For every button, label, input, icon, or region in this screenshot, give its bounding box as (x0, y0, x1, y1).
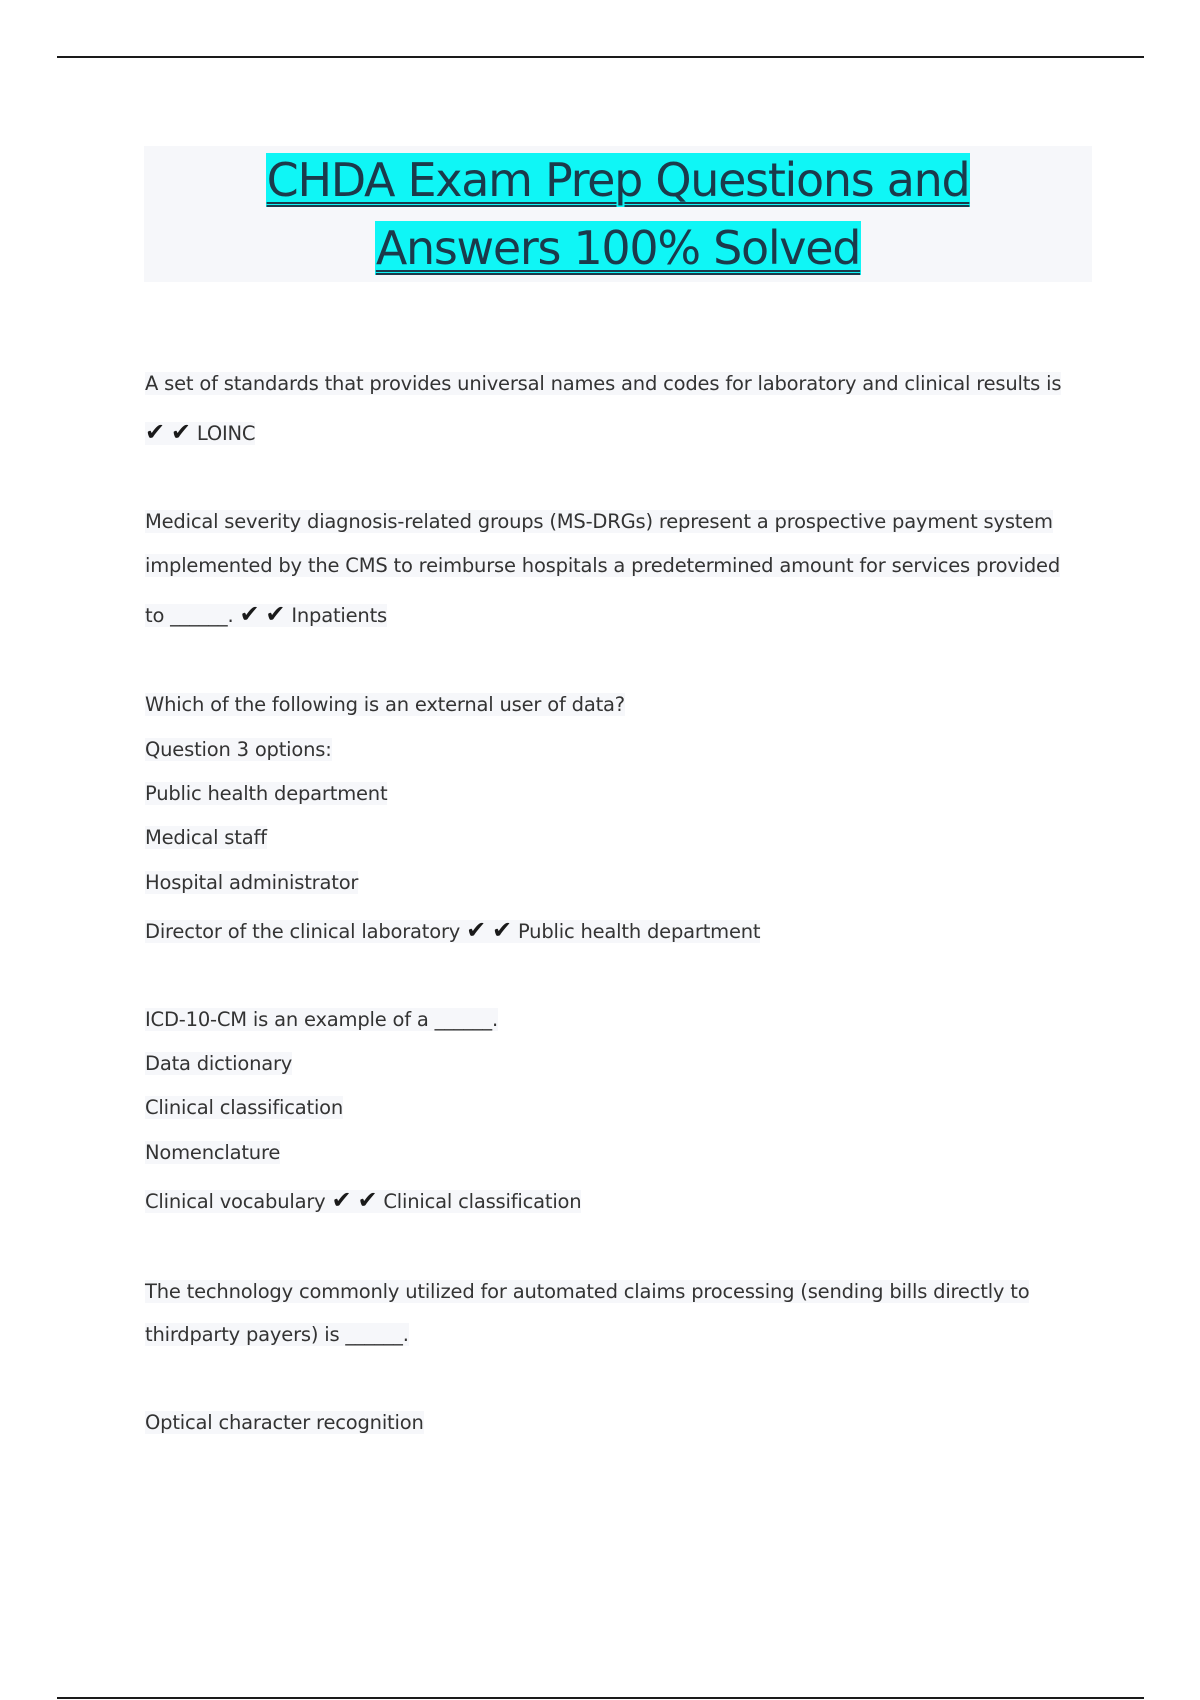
q3-answer-line: Director of the clinical laboratory ✔ ✔ Public health department (145, 916, 761, 944)
q3-option: Public health department (145, 782, 388, 805)
check-icon: ✔ (466, 916, 487, 944)
q4-option: Clinical classification (145, 1096, 344, 1119)
document-title-line-2: Answers 100% Solved (375, 221, 861, 275)
top-rule (57, 56, 1144, 58)
check-icon: ✔ (331, 1186, 352, 1214)
q4-question: ICD-10-CM is an example of a ______. (145, 1008, 498, 1031)
q4-answer: Clinical classification (383, 1190, 582, 1213)
q3-option: Hospital administrator (145, 871, 359, 894)
q3-answer: Public health department (517, 920, 761, 943)
check-icon: ✔ (239, 600, 260, 628)
q2-answer: Inpatients (291, 604, 387, 627)
check-icon: ✔ (492, 916, 512, 944)
q2-line-1: Medical severity diagnosis-related groups (MS-DRGs) represent a prospective payment system (145, 510, 1053, 533)
q5-line-2: thirdparty payers) is ______. (145, 1323, 409, 1346)
q2-line-2: implemented by the CMS to reimburse hospitals a predetermined amount for services provided (145, 554, 1061, 577)
q5-answer: Optical character recognition (145, 1411, 424, 1434)
document-title-line-1: CHDA Exam Prep Questions and (266, 153, 970, 207)
q4-option: Nomenclature (145, 1141, 281, 1164)
check-icon: ✔ (170, 418, 191, 446)
check-icon: ✔ (145, 418, 165, 446)
q1-answer: LOINC (196, 422, 256, 445)
q5-line-1: The technology commonly utilized for automated claims processing (sending bills directly to (145, 1280, 1030, 1303)
q3-option: Medical staff (145, 826, 267, 849)
check-icon: ✔ (357, 1186, 378, 1214)
q2-line-3: to ______. ✔ ✔ Inpatients (145, 600, 387, 628)
q1-question: A set of standards that provides universal names and codes for laboratory and clinical results is (145, 372, 1062, 395)
check-icon: ✔ (265, 600, 286, 628)
bottom-rule (57, 1697, 1144, 1699)
title-block (144, 146, 1092, 282)
q3-options-label: Question 3 options: (145, 738, 332, 761)
q1-answer-line (145, 418, 255, 446)
q4-answer-line: Clinical vocabulary ✔ ✔ Clinical classification (145, 1186, 582, 1214)
q3-question: Which of the following is an external user of data? (145, 693, 625, 716)
q4-option: Data dictionary (145, 1052, 293, 1075)
